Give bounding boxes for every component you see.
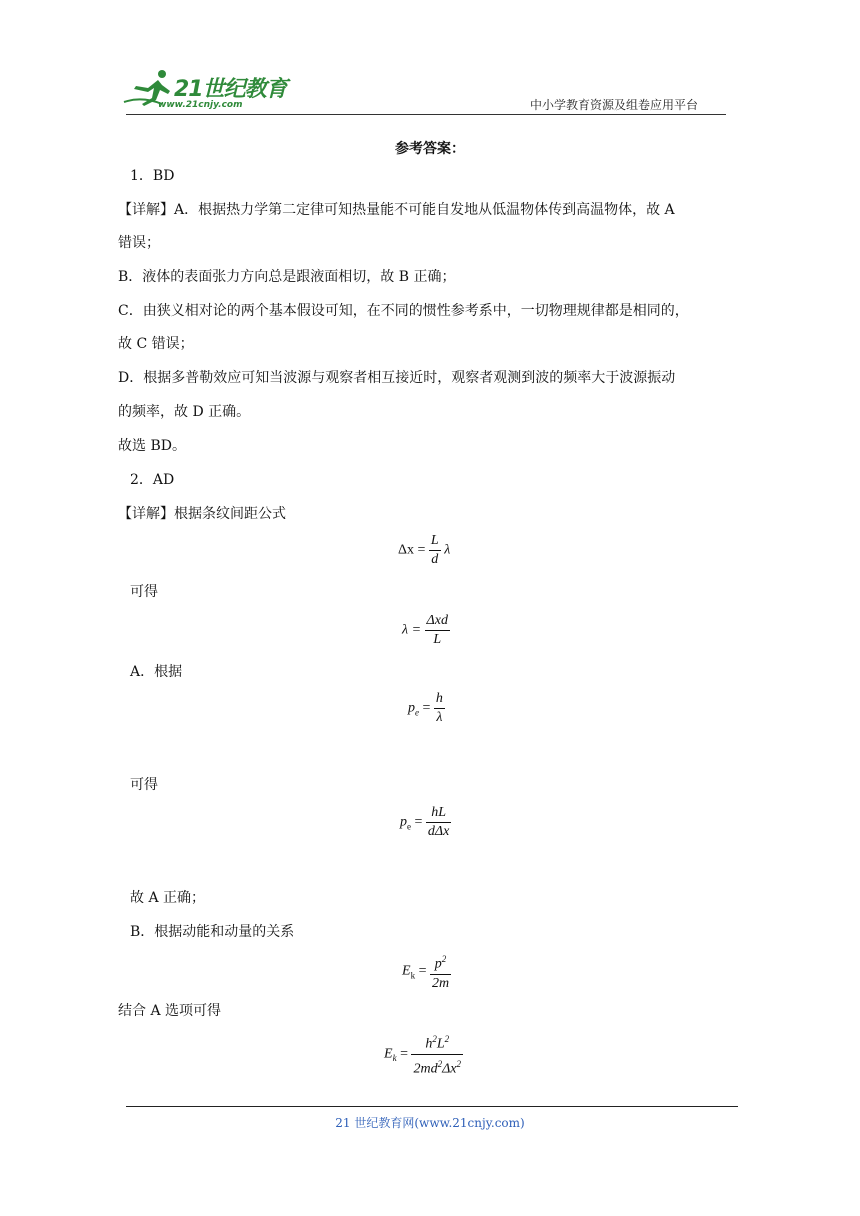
q1-detail-line-4: C．由狭义相对论的两个基本假设可知，在不同的惯性参考系中，一切物理规律都是相同的， bbox=[118, 303, 689, 319]
fraction-denominator: $2md^2\Delta x^2$ bbox=[413, 1058, 462, 1077]
fraction bbox=[429, 532, 441, 569]
formula-kinetic-energy bbox=[402, 950, 451, 993]
logo-url: www.21cnjy.com bbox=[158, 100, 243, 110]
q2-detail-line-5: 故 A 正确； bbox=[130, 890, 206, 906]
q1-detail-line-6: D．根据多普勒效应可知当波源与观察者相互接近时，观察者观测到波的频率大于波源振动 bbox=[118, 370, 676, 386]
fraction-denominator: dΔx bbox=[427, 824, 450, 839]
formula-lhs: Δx = bbox=[398, 542, 426, 558]
formula-momentum-result bbox=[400, 804, 451, 841]
fraction-denominator: λ bbox=[436, 710, 443, 725]
q1-detail-line-3: B．液体的表面张力方向总是跟液面相切，故 B 正确； bbox=[118, 269, 456, 285]
q2-detail-line-1: 【详解】根据条纹间距公式 bbox=[118, 506, 286, 522]
formula-wavelength bbox=[402, 612, 450, 649]
q1-answer: 1．BD bbox=[130, 168, 175, 184]
formula-lhs: p bbox=[408, 700, 415, 716]
footer-divider bbox=[126, 1106, 738, 1107]
fraction bbox=[425, 612, 450, 649]
fraction-numerator: hL bbox=[426, 804, 451, 823]
logo-text: 21世纪教育 bbox=[174, 77, 287, 102]
equals-sign: = bbox=[414, 814, 423, 830]
formula-fringe-spacing bbox=[398, 532, 450, 569]
formula-momentum bbox=[408, 690, 445, 727]
fraction-numerator: $h^2L^2$ bbox=[411, 1030, 463, 1055]
fraction bbox=[434, 690, 445, 727]
fraction-numerator: L bbox=[429, 532, 441, 551]
fraction bbox=[411, 1030, 463, 1078]
formula-lhs: E bbox=[402, 963, 411, 979]
formula-lhs: λ = bbox=[402, 622, 422, 638]
header-platform-text: 中小学教育资源及组卷应用平台 bbox=[530, 98, 699, 112]
q1-detail-line-2: 错误； bbox=[118, 235, 160, 251]
fraction-numerator: h bbox=[434, 690, 445, 709]
fraction bbox=[426, 804, 451, 841]
q2-answer: 2．AD bbox=[130, 472, 175, 488]
q1-detail-line-7: 的频率，故 D 正确。 bbox=[118, 404, 251, 420]
formula-subscript: k bbox=[392, 1053, 397, 1064]
q1-detail-line-5: 故 C 错误； bbox=[118, 336, 194, 352]
equals-sign: = bbox=[418, 963, 427, 979]
formula-subscript: e bbox=[407, 821, 411, 832]
page-title: 参考答案： bbox=[395, 141, 465, 157]
formula-tail: λ bbox=[444, 542, 451, 558]
fraction-denominator: 2m bbox=[431, 975, 450, 991]
formula-kinetic-energy-result bbox=[384, 1030, 463, 1078]
formula-lhs: p bbox=[400, 814, 407, 830]
q1-detail-line-8: 故选 BD。 bbox=[118, 438, 186, 454]
fraction-denominator: L bbox=[433, 632, 442, 647]
formula-subscript: e bbox=[415, 707, 419, 718]
equals-sign: = bbox=[400, 1046, 408, 1062]
fraction-numerator: $p^2$ bbox=[430, 950, 451, 975]
q2-detail-line-2: 可得 bbox=[130, 584, 158, 600]
q2-detail-line-7: 结合 A 选项可得 bbox=[118, 1003, 222, 1019]
q2-detail-line-6: B．根据动能和动量的关系 bbox=[130, 924, 295, 940]
q1-detail-line-1: 【详解】A．根据热力学第二定律可知热量能不可能自发地从低温物体传到高温物体，故 A bbox=[118, 202, 675, 218]
footer-link[interactable]: 21 世纪教育网(www.21cnjy.com) bbox=[335, 1116, 525, 1130]
q2-detail-line-3: A．根据 bbox=[130, 664, 183, 680]
equals-sign: = bbox=[422, 700, 431, 716]
formula-subscript: k bbox=[410, 970, 416, 981]
header-divider bbox=[126, 114, 726, 115]
q2-detail-line-4: 可得 bbox=[130, 777, 158, 793]
fraction-denominator: d bbox=[431, 552, 439, 567]
logo bbox=[122, 66, 292, 116]
formula-lhs: E bbox=[384, 1046, 393, 1062]
fraction bbox=[430, 950, 451, 993]
fraction-numerator: Δxd bbox=[425, 612, 450, 631]
